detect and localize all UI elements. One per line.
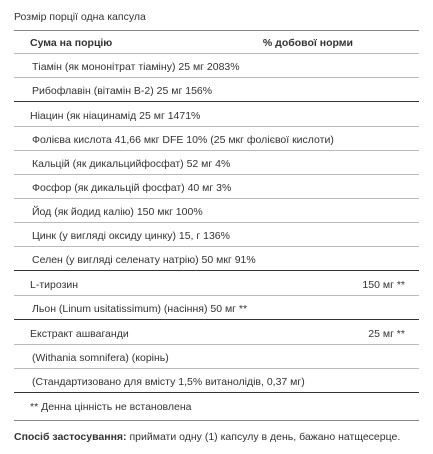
nutrient-row-ashwagandha: Екстракт ашваганди 25 мг ** xyxy=(30,328,405,340)
divider xyxy=(14,420,419,421)
nutrient-row-l-tyrosine: L-тирозин 150 мг ** xyxy=(30,279,405,291)
divider xyxy=(14,53,419,54)
nutrient-row-phosphorus: Фосфор (як дикальцій фосфат) 40 мг 3% xyxy=(32,182,232,194)
divider xyxy=(14,246,419,247)
nutrient-amount: 25 мг ** xyxy=(368,328,405,340)
nutrient-row-withania: (Withania somnifera) (корінь) xyxy=(32,352,169,364)
divider xyxy=(14,295,419,296)
divider xyxy=(14,126,419,127)
usage-text: приймати одну (1) капсулу в день, бажано натщесерце. xyxy=(126,431,401,443)
divider xyxy=(14,30,419,31)
divider xyxy=(14,77,419,78)
divider xyxy=(14,222,419,223)
divider xyxy=(14,392,419,393)
nutrient-row-zinc: Цинк (у вигляді оксиду цинку) 15, г 136% xyxy=(32,230,230,242)
amount-label: Сума на порцію xyxy=(30,37,113,49)
divider xyxy=(14,319,419,320)
daily-value-label: % добової норми xyxy=(262,37,353,49)
usage-instructions xyxy=(14,430,429,444)
nutrient-row-calcium: Кальцій (як дикальцийфосфат) 52 мг 4% xyxy=(32,158,231,170)
divider xyxy=(14,101,419,102)
usage-label: Спосіб застосування: xyxy=(14,431,127,443)
nutrient-row-riboflavin: Рибофлавін (вітамін В-2) 25 мг 156% xyxy=(32,85,213,97)
nutrient-row-thiamin: Тіамін (як мононітрат тіаміну) 25 мг 2083% xyxy=(32,61,240,73)
divider xyxy=(14,198,419,199)
nutrient-row-standardized: (Стандартизовано для вмісту 1,5% витанолідів, 0,37 мг) xyxy=(32,376,305,388)
nutrient-row-folate: Фолієва кислота 41,66 мкг DFE 10% (25 мкг фолієвої кислоти) xyxy=(32,134,334,146)
nutrient-row-iodine: Йод (як йодид калію) 150 мкг 100% xyxy=(32,206,203,218)
nutrient-row-selenium: Селен (у вигляді селенату натрію) 50 мкг 91% xyxy=(32,254,256,266)
nutrient-amount: 150 мг ** xyxy=(362,279,405,291)
divider xyxy=(14,174,419,175)
footnote: ** Денна цінність не встановлена xyxy=(30,401,192,413)
divider xyxy=(14,344,419,345)
amount-per-serving-header xyxy=(14,36,419,50)
nutrient-row-niacin: Ніацин (як ніацинамід 25 мг 1471% xyxy=(30,110,201,122)
divider xyxy=(14,368,419,369)
serving-size: Розмір порції одна капсула xyxy=(14,11,146,23)
divider xyxy=(14,270,419,271)
nutrient-row-flax: Льон (Linum usitatissimum) (насіння) 50 мг ** xyxy=(32,303,248,315)
divider xyxy=(14,150,419,151)
